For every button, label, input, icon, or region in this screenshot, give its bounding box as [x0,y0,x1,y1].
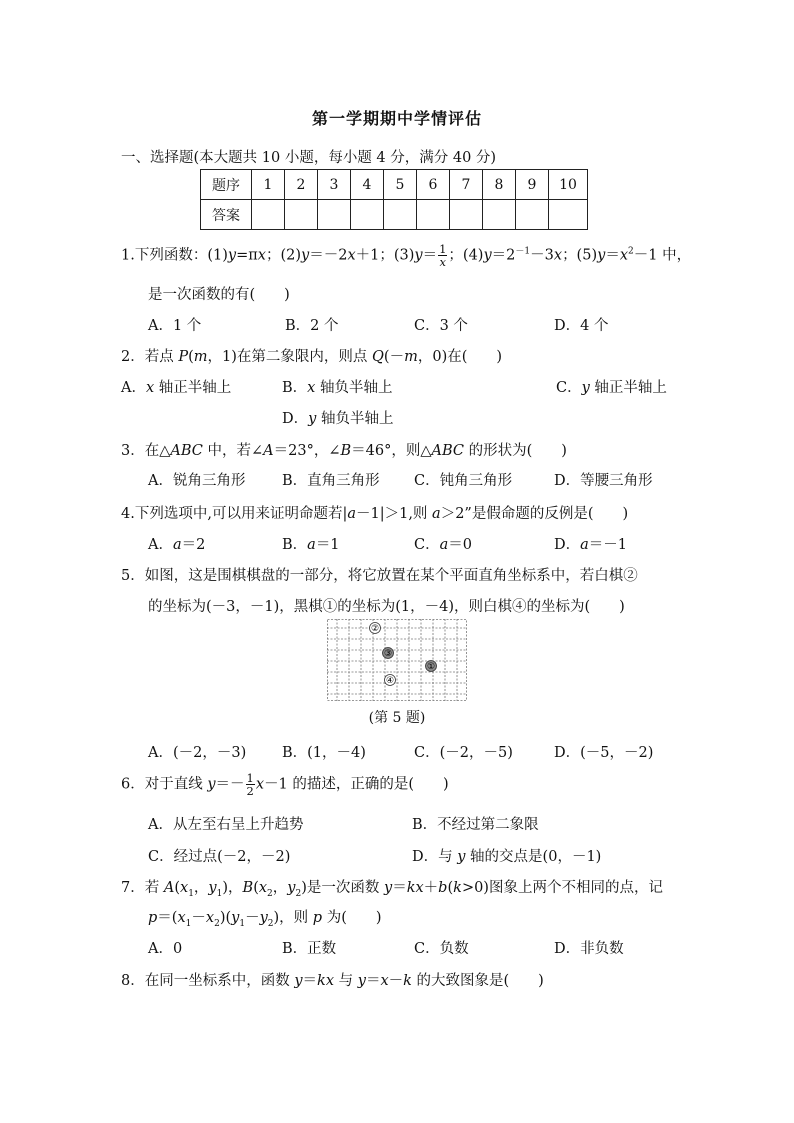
page-title: 第一学期期中学情评估 [311,109,482,128]
option-c[interactable]: C．3 个 [414,318,468,334]
option-a[interactable]: A．0 [148,941,183,957]
table-row [201,170,588,200]
question-number: 4 [351,170,384,200]
option-d[interactable]: D．与 y 轴的交点是(0，－1) [412,849,602,865]
option-c[interactable]: C．负数 [414,941,469,957]
question-number: 1 [252,170,285,200]
question-6: 6．对于直线 y＝－ $\frac{1}{2}$ x－1 的描述，正确的是( ) [121,771,449,798]
option-b[interactable]: B．a＝1 [282,537,340,553]
option-c[interactable]: C．y 轴正半轴上 [556,380,667,396]
option-d[interactable]: D．非负数 [554,941,624,957]
question-number: 8 [483,170,516,200]
question-number: 5 [384,170,417,200]
answer-cell[interactable] [483,200,516,230]
fraction-one-half: $\frac{1}{2}$ [246,771,254,798]
option-b[interactable]: B．2 个 [285,318,339,334]
stone-4 [385,675,396,687]
section-heading: 一、选择题(本大题共 10 小题，每小题 4 分，满分 40 分) [121,150,497,166]
answer-cell[interactable] [384,200,417,230]
figure-caption: (第 5 题) [368,710,426,726]
option-a[interactable]: A．x 轴正半轴上 [121,380,232,396]
question-number: 3 [318,170,351,200]
question-number: 2 [285,170,318,200]
question-5-line2: 的坐标为(－3，－1)，黑棋①的坐标为(1，－4)，则白棋④的坐标为( ) [148,599,625,615]
answer-cell[interactable] [318,200,351,230]
question-3: 3．在△ABC 中，若∠A＝23°，∠B＝46°，则△ABC 的形状为( ) [121,443,567,459]
option-d[interactable]: D．4 个 [554,318,609,334]
row-label-answer: 答案 [201,200,252,230]
question-2: 2．若点 P(m，1)在第二象限内，则点 Q(－m，0)在( ) [121,349,503,365]
option-d[interactable]: D．等腰三角形 [554,473,653,489]
answer-cell[interactable] [417,200,450,230]
question-4: 4.下列选项中,可以用来证明命题若|a－1|＞1,则 a＞2”是假命题的反例是( ) [121,506,629,522]
svg-text:①: ① [426,662,436,672]
answer-cell[interactable] [252,200,285,230]
svg-text:②: ② [370,624,380,634]
stone-1 [426,661,437,673]
option-b[interactable]: B．x 轴负半轴上 [282,380,393,396]
option-a[interactable]: A．从左至右呈上升趋势 [148,817,304,833]
option-d[interactable]: D．a＝－1 [554,537,628,553]
option-c[interactable]: C．经过点(－2，－2) [148,849,291,865]
question-number: 7 [450,170,483,200]
option-c[interactable]: C．a＝0 [414,537,472,553]
option-a[interactable]: A．(－2，－3) [148,745,247,761]
go-board-figure [327,619,467,701]
svg-text:③: ③ [383,649,393,659]
question-number: 9 [516,170,549,200]
option-d[interactable]: D．(－5，－2) [554,745,654,761]
option-d[interactable]: D．y 轴负半轴上 [282,411,394,427]
option-b[interactable]: B．不经过第二象限 [412,817,539,833]
option-a[interactable]: A．a＝2 [148,537,206,553]
option-c[interactable]: C．(－2，－5) [414,745,513,761]
stone-3 [383,648,394,660]
option-b[interactable]: B．直角三角形 [282,473,380,489]
answer-cell[interactable] [351,200,384,230]
question-5-line1: 5．如图，这是围棋棋盘的一部分，将它放置在某个平面直角坐标系中，若白棋② [121,568,638,584]
answer-cell[interactable] [516,200,549,230]
svg-text:④: ④ [385,676,395,686]
question-1-line1: 1.下列函数：(1)y=πx；(2)y＝－2x＋1；(3)y＝ $\frac{1}{x}$ ；$(4)y=2^{-1}-3x$；$(5)y=x^2-1$ 中， [121,242,692,269]
fraction-one-over-x: $\frac{1}{x}$ [439,242,447,269]
answer-table [200,169,588,230]
option-b[interactable]: B．(1，－4) [282,745,366,761]
question-7-line2: $p=(x_1-x_2)(y_1-y_2)$，则 p 为( ) [148,910,382,929]
question-number: 6 [417,170,450,200]
question-1-line2: 是一次函数的有( ) [148,287,290,303]
table-row [201,200,588,230]
question-7-line1: 7．若 $A(x_1$，$y_1$)，$B(x_2$，$y_2$)是一次函数 y＝kx＋b(k>0)图象上两个不相同的点，记 [121,880,663,899]
option-a[interactable]: A．1 个 [148,318,202,334]
option-b[interactable]: B．正数 [282,941,337,957]
option-a[interactable]: A．锐角三角形 [148,473,246,489]
row-label-number: 题序 [201,170,252,200]
answer-cell[interactable] [549,200,588,230]
option-c[interactable]: C．钝角三角形 [414,473,513,489]
answer-cell[interactable] [285,200,318,230]
answer-cell[interactable] [450,200,483,230]
question-number: 10 [549,170,588,200]
question-8: 8．在同一坐标系中，函数 y＝kx 与 y＝x－k 的大致图象是( ) [121,973,544,989]
stone-2 [370,623,381,635]
